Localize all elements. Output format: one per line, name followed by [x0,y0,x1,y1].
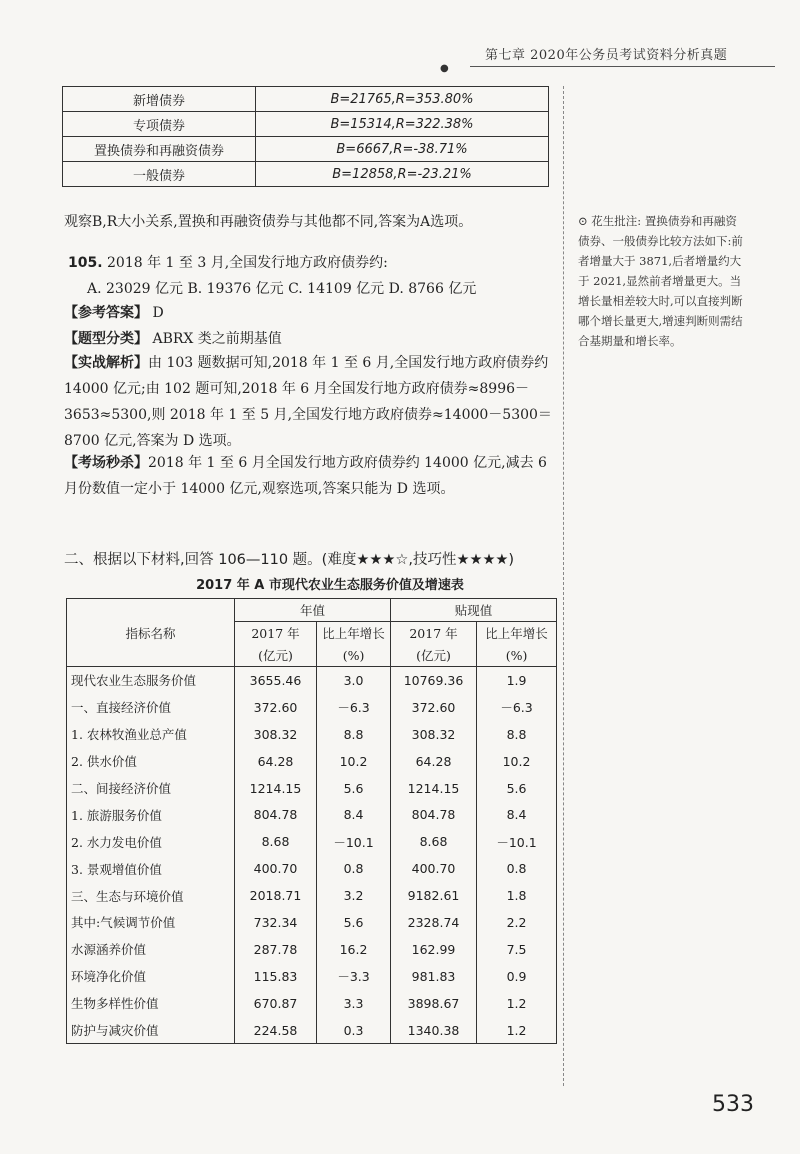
table-row [67,748,557,775]
growth-row [63,162,549,187]
col-name-header: 指标名称 [67,599,235,667]
growth-row [63,112,549,137]
margin-divider [563,86,564,1086]
note-icon: ⊙ [578,214,588,228]
analysis-text: 由 103 题数据可知,2018 年 1 至 6 月,全国发行地方政府债券约 14000 亿元;由 102 题可知,2018 年 6 月全国发行地方政府债券≈8996－3653≈5300,则 2018 年 1 至 5 月,全国发行地方政府债券≈14000－5300＝8700 亿元,答案为 D 选项。 [64,355,552,449]
table-row [67,801,557,828]
discount-value: 10769.36 [391,667,477,694]
annual-value: 287.78 [235,936,317,963]
discount-value: 308.32 [391,721,477,748]
growth-row [63,87,549,112]
discount-value: 981.83 [391,963,477,990]
growth-comparison-table [62,86,549,187]
table-row [67,694,557,721]
annual-growth: 0.3 [317,1017,391,1044]
answer-line [64,302,164,322]
discount-value: 804.78 [391,801,477,828]
row-name: 三、生态与环境价值 [67,882,235,909]
table-title: 2017 年 A 市现代农业生态服务价值及增速表 [196,578,464,593]
growth-row [63,137,549,162]
discount-value: 8.68 [391,828,477,855]
question-number: 105. [68,255,103,271]
sub-header-4a: 比上年增长 [477,622,557,645]
discount-growth: 1.2 [477,1017,557,1044]
table-row [67,963,557,990]
annual-value: 308.32 [235,721,317,748]
annual-growth: 3.3 [317,990,391,1017]
discount-value: 3898.67 [391,990,477,1017]
annual-value: 224.58 [235,1017,317,1044]
annual-value: 670.87 [235,990,317,1017]
sub-header-4b: (%) [477,644,557,667]
row-name: 1. 农林牧渔业总产值 [67,721,235,748]
annual-growth: －3.3 [317,963,391,990]
analysis-label: 【实战解析】 [64,355,148,371]
annual-growth: 10.2 [317,748,391,775]
row-name: 水源涵养价值 [67,936,235,963]
running-header: 第七章 2020年公务员考试资料分析真题 [485,48,728,63]
growth-value: B=21765,R=353.80% [256,87,549,112]
annual-growth: －6.3 [317,694,391,721]
agri-ecology-value-table [66,598,557,1044]
annual-growth: 5.6 [317,775,391,802]
trick-block [64,450,554,502]
annual-growth: 16.2 [317,936,391,963]
page-number: 533 [712,1092,754,1117]
row-name: 防护与减灾价值 [67,1017,235,1044]
section-heading: 二、根据以下材料,回答 106—110 题。(难度★★★☆,技巧性★★★★) [64,552,515,568]
annual-value: 115.83 [235,963,317,990]
row-name: 二、间接经济价值 [67,775,235,802]
discount-growth: 1.8 [477,882,557,909]
discount-growth: 0.9 [477,963,557,990]
growth-label: 新增债券 [63,87,256,112]
annual-growth: －10.1 [317,828,391,855]
row-name: 其中:气候调节价值 [67,909,235,936]
answer-label: 【参考答案】 [64,305,148,321]
annual-value: 2018.71 [235,882,317,909]
note-text: 置换债券和再融资债券、一般债券比较方法如下:前者增量大于 3871,后者增量约大于 2021,显然前者增量更大。当增长量相差较大时,可以直接判断哪个增长量更大,增速判断则需结合基期量和增长率。 [578,214,743,348]
annual-value: 804.78 [235,801,317,828]
table-row [67,667,557,694]
row-name: 一、直接经济价值 [67,694,235,721]
growth-label: 一般债券 [63,162,256,187]
row-name: 现代农业生态服务价值 [67,667,235,694]
discount-value: 372.60 [391,694,477,721]
table-row [67,909,557,936]
sub-header-3b: (亿元) [391,644,477,667]
annual-growth: 3.2 [317,882,391,909]
annual-value: 732.34 [235,909,317,936]
question-105 [68,252,388,272]
answer-value: D [152,305,164,321]
discount-growth: 1.2 [477,990,557,1017]
annual-growth: 3.0 [317,667,391,694]
growth-label: 专项债券 [63,112,256,137]
discount-growth: 8.8 [477,721,557,748]
sub-header-3a: 2017 年 [391,622,477,645]
annual-growth: 8.4 [317,801,391,828]
discount-value: 400.70 [391,855,477,882]
row-name: 3. 景观增值价值 [67,855,235,882]
discount-value: 1340.38 [391,1017,477,1044]
table-row [67,828,557,855]
discount-growth: 2.2 [477,909,557,936]
table-row [67,855,557,882]
group-discount-header: 贴现值 [391,599,557,622]
sub-header-1b: (亿元) [235,644,317,667]
discount-growth: 1.9 [477,667,557,694]
table-row [67,775,557,802]
annual-growth: 0.8 [317,855,391,882]
annual-growth: 5.6 [317,909,391,936]
discount-growth: －10.1 [477,828,557,855]
annual-value: 1214.15 [235,775,317,802]
trick-label: 【考场秒杀】 [64,455,148,471]
category-value: ABRX 类之前期基值 [152,331,282,347]
margin-note [578,211,748,351]
discount-growth: 0.8 [477,855,557,882]
discount-value: 9182.61 [391,882,477,909]
category-line [64,328,282,348]
category-label: 【题型分类】 [64,331,148,347]
annual-value: 8.68 [235,828,317,855]
note-title: 花生批注: [591,214,642,228]
discount-growth: －6.3 [477,694,557,721]
annual-value: 64.28 [235,748,317,775]
table-row [67,1017,557,1044]
question-text: 2018 年 1 至 3 月,全国发行地方政府债券约: [107,255,388,271]
group-annual-header: 年值 [235,599,391,622]
annual-value: 372.60 [235,694,317,721]
trick-text: 2018 年 1 至 6 月全国发行地方政府债券约 14000 亿元,减去 6 月份数值一定小于 14000 亿元,观察选项,答案只能为 D 选项。 [64,455,547,497]
growth-value: B=15314,R=322.38% [256,112,549,137]
growth-label: 置换债券和再融资债券 [63,137,256,162]
discount-growth: 7.5 [477,936,557,963]
discount-value: 1214.15 [391,775,477,802]
growth-value: B=12858,R=-23.21% [256,162,549,187]
discount-value: 2328.74 [391,909,477,936]
sub-header-2a: 比上年增长 [317,622,391,645]
discount-value: 64.28 [391,748,477,775]
annual-value: 3655.46 [235,667,317,694]
sub-header-1a: 2017 年 [235,622,317,645]
growth-value: B=6667,R=-38.71% [256,137,549,162]
table-row [67,990,557,1017]
table-row [67,721,557,748]
row-name: 环境净化价值 [67,963,235,990]
discount-growth: 10.2 [477,748,557,775]
discount-growth: 8.4 [477,801,557,828]
header-rule [470,66,775,67]
row-name: 生物多样性价值 [67,990,235,1017]
row-name: 2. 水力发电价值 [67,828,235,855]
row-name: 2. 供水价值 [67,748,235,775]
header-bullet: ● [440,63,449,74]
observation-text: 观察B,R大小关系,置换和再融资债券与其他都不同,答案为A选项。 [64,214,473,230]
row-name: 1. 旅游服务价值 [67,801,235,828]
sub-header-2b: (%) [317,644,391,667]
table-row [67,882,557,909]
annual-growth: 8.8 [317,721,391,748]
analysis-block [64,350,554,454]
table-row [67,936,557,963]
discount-growth: 5.6 [477,775,557,802]
question-options: A. 23029 亿元 B. 19376 亿元 C. 14109 亿元 D. 8766 亿元 [87,281,477,297]
annual-value: 400.70 [235,855,317,882]
discount-value: 162.99 [391,936,477,963]
